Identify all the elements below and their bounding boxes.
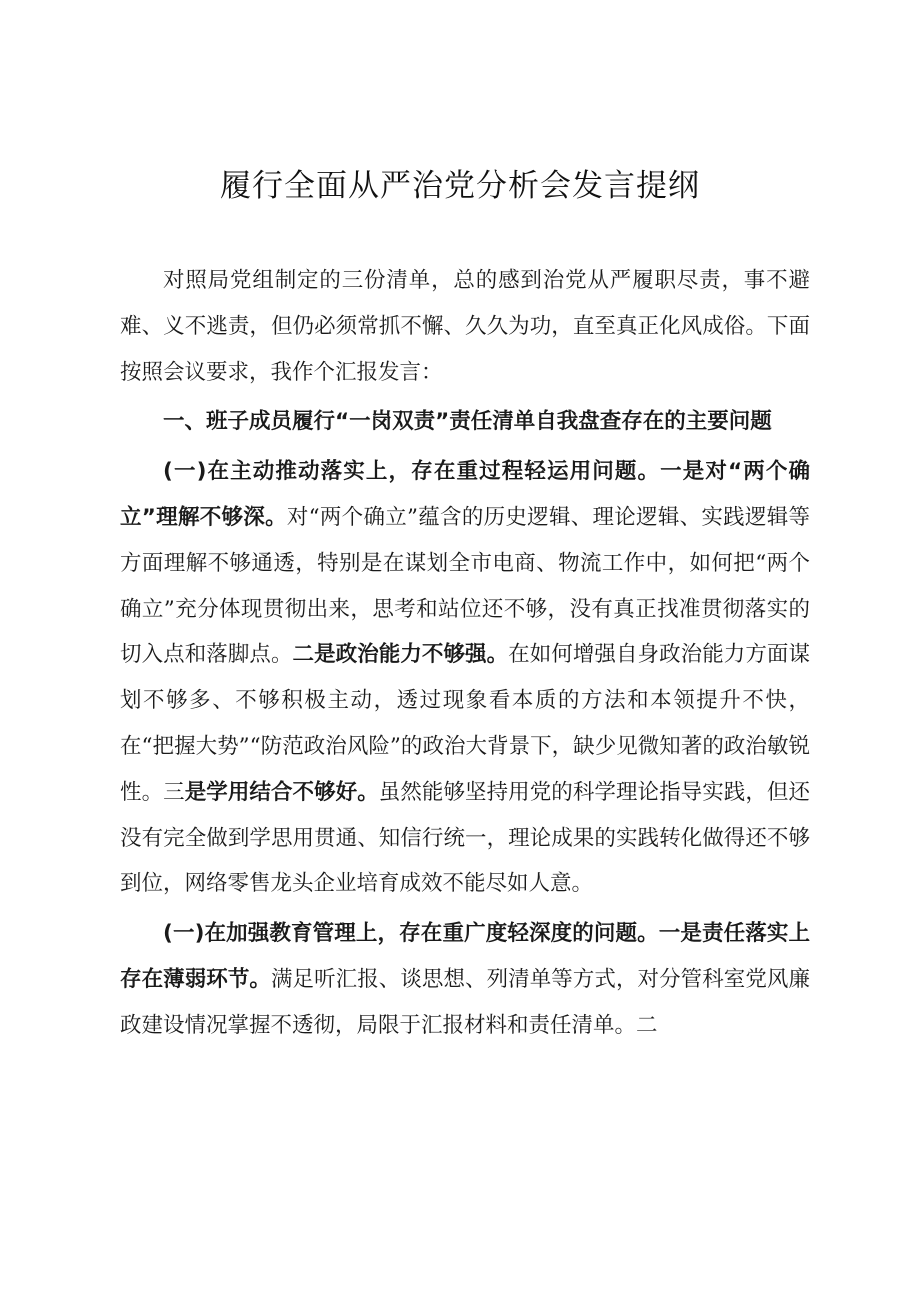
subsection-heading: (一)在加强教育管理上，存在重广度轻深度的问题。	[163, 921, 659, 947]
intro-paragraph: 对照局党组制定的三份清单，总的感到治党从严履职尽责，事不避难、义不逃责，但仍必须常抓不懈、久久为功，直至真正化风成俗。下面按照会议要求，我作个汇报发言：	[120, 268, 810, 385]
point-lead: 是学用结合不够好。	[184, 779, 379, 805]
point-text: 对“两个确立”蕴含的历史逻辑、理论逻辑、实践逻辑等方面理解不够通透，特别是在谋划全市电商、物流工作中，如何把“两个确立”充分体现贯彻出来，思考和站位还不够，没有真正找准贯彻落实的切入点和落脚点。	[120, 504, 810, 668]
point-lead: 二是政治能力不够强。	[292, 642, 509, 668]
point-lead: 一是对“两个确立”理解不够深。	[120, 459, 810, 530]
subsection-paragraph-2	[120, 911, 810, 1048]
point-lead: 一是责任落实上存在薄弱环节。	[120, 921, 810, 992]
point-text: 虽然能够坚持用党的科学理论指导实践，但还没有完全做到学思用贯通、知信行统一，理论成果的实践转化做得还不够到位，网络零售龙头企业培育成效不能尽如人意。	[120, 779, 810, 897]
section-heading: 一、班子成员履行“一岗双责”责任清单自我盘查存在的主要问题	[163, 409, 772, 435]
point-text: 满足听汇报、谈思想、列清单等方式，对分管科室党风廉政建设情况掌握不透彻，局限于汇报材料和责任清单。二	[120, 966, 810, 1038]
point-text: 在如何增强自身政治能力方面谋划不够多、不够积极主动，透过现象看本质的方法和本领提升不快，在“把握大势”“防范政治风险”的政治大背景下，缺少见微知著的政治敏锐性。三	[120, 642, 810, 805]
document-body	[120, 258, 810, 1049]
document-title: 履行全面从严治党分析会发言提纲	[220, 168, 700, 204]
subsection-paragraph-1	[120, 449, 810, 907]
subsection-heading: (一)在主动推动落实上，存在重过程轻运用问题。	[163, 459, 661, 485]
